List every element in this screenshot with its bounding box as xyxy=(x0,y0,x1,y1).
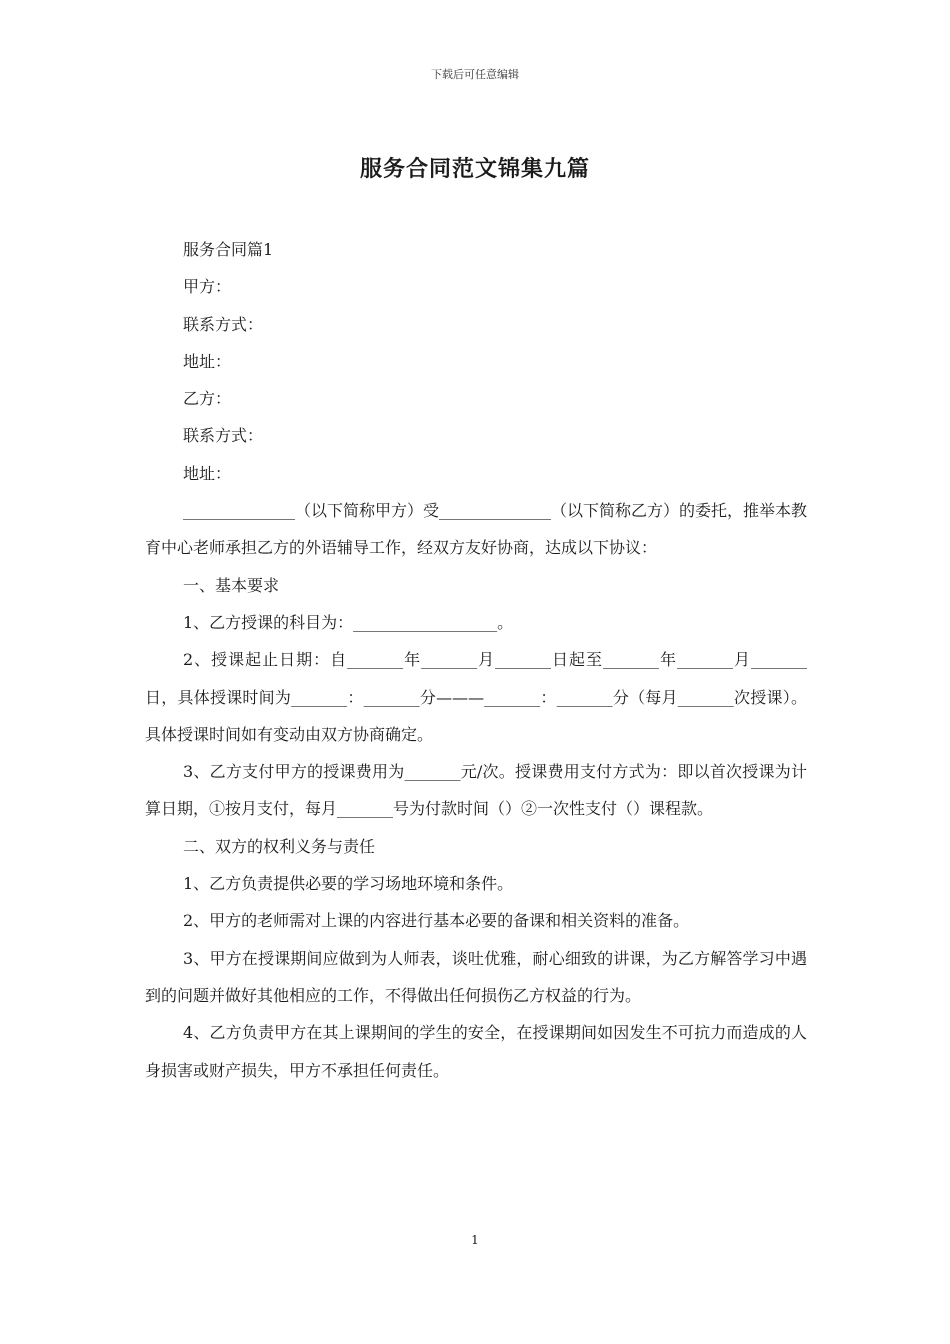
preamble-paragraph: ______________（以下简称甲方）受______________（以下简称乙方）的委托，推举本教育中心老师承担乙方的外语辅导工作，经双方友好协商，达成以下协议： xyxy=(145,501,808,558)
party-a-address-label: 地址： xyxy=(183,351,232,371)
clause-heading-rights-duties: 二、双方的权利义务与责任 xyxy=(183,836,376,856)
party-b-label: 乙方： xyxy=(183,389,232,409)
clause-heading-basic-requirements: 一、基本要求 xyxy=(183,575,280,595)
document-body xyxy=(145,231,807,1089)
clause-subject: 1、乙方授课的科目为：__________________。 xyxy=(183,612,514,632)
header-note: 下载后可任意编辑 xyxy=(431,68,519,81)
section-heading: 服务合同篇1 xyxy=(183,240,274,259)
page-number: 1 xyxy=(471,1233,479,1247)
party-b-contact-label: 联系方式： xyxy=(183,426,264,446)
document-title: 服务合同范文锦集九篇 xyxy=(359,156,590,182)
clause-fees: 3、乙方支付甲方的授课费用为_______元/次。授课费用支付方式为：即以首次授课为计算日期，①按月支付，每月_______号为付款时间（）②一次性支付（）课程款。 xyxy=(145,762,807,819)
clause-duty-2: 2、甲方的老师需对上课的内容进行基本必要的备课和相关资料的准备。 xyxy=(183,911,690,931)
party-b-address-label: 地址： xyxy=(183,463,232,483)
clause-duty-1: 1、乙方负责提供必要的学习场地环境和条件。 xyxy=(183,874,514,894)
party-a-label: 甲方： xyxy=(183,277,232,297)
clause-duty-4: 4、乙方负责甲方在其上课期间的学生的安全，在授课期间如因发生不可抗力而造成的人身损害或财产损失，甲方不承担任何责任。 xyxy=(145,1023,807,1080)
clause-duty-3: 3、甲方在授课期间应做到为人师表，谈吐优雅，耐心细致的讲课，为乙方解答学习中遇到的问题并做好其他相应的工作，不得做出任何损伤乙方权益的行为。 xyxy=(145,948,807,1005)
party-a-contact-label: 联系方式： xyxy=(183,314,264,334)
clause-dates: 2、授课起止日期：自_______年_______月_______日起至_______年_______月_______日，具体授课时间为_______：_______分———_______：_______分（每月_______次授课）。具体授课时间如有变动由双方协商确定。 xyxy=(145,650,807,744)
